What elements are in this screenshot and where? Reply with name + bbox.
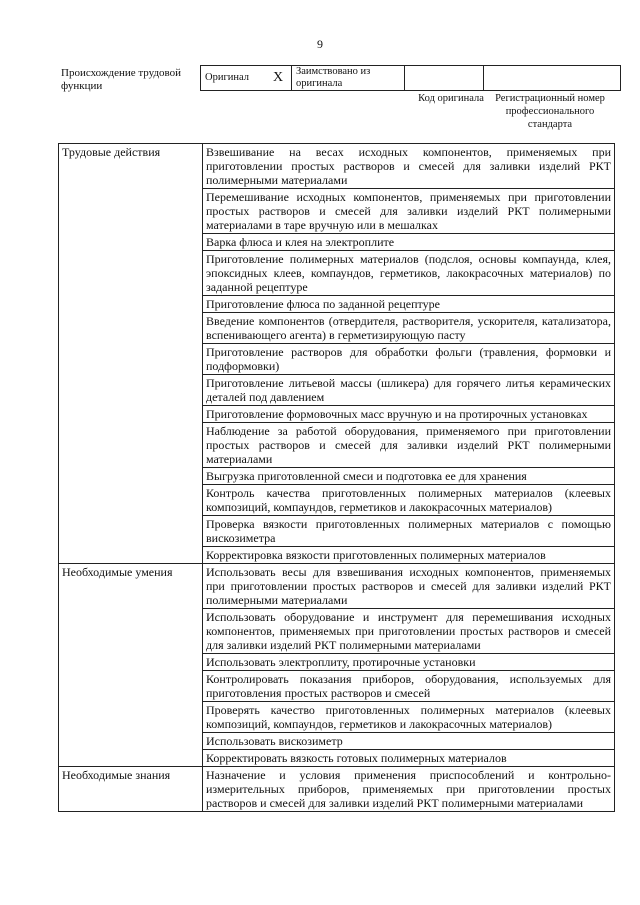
section-item: Корректировка вязкости приготовленных полимерных материалов — [203, 547, 615, 564]
section-label: Необходимые умения — [59, 564, 203, 767]
table-row — [59, 767, 615, 812]
reg-number-cell — [484, 66, 621, 91]
code-cell — [405, 66, 484, 91]
section-item: Использовать электроплиту, протирочные установки — [203, 654, 615, 671]
section-item: Использовать весы для взвешивания исходных компонентов, применяемых при приготовлении простых растворов и смесей для заливки изделий РКТ полимерными материалами — [203, 564, 615, 609]
section-label: Необходимые знания — [59, 767, 203, 812]
section-item: Наблюдение за работой оборудования, применяемого при приготовлении простых растворов и смесей для заливки изделий РКТ полимерными материалами — [203, 423, 615, 468]
section-label: Трудовые действия — [59, 144, 203, 564]
reg-number-caption: Регистрационный номер профессионального стандарта — [495, 93, 605, 130]
section-item: Приготовление формовочных масс вручную и на протирочных установках — [203, 406, 615, 423]
origin-table — [200, 65, 621, 91]
original-cell: Оригинал — [201, 66, 266, 91]
section-item: Приготовление растворов для обработки фольги (травления, формовки и подформовки) — [203, 344, 615, 375]
section-item: Приготовление полимерных материалов (подслоя, основы компаунда, клея, эпоксидных клеев, компаундов, герметиков, лакокрасочных материалов) по заданной рецептуре — [203, 251, 615, 296]
section-item: Использовать вискозиметр — [203, 733, 615, 750]
competency-table — [58, 143, 615, 812]
section-item: Использовать оборудование и инструмент для перемешивания исходных компонентов, применяемых при приготовлении простых растворов и смесей для заливки изделий РКТ полимерными материалами — [203, 609, 615, 654]
page-number: 9 — [317, 37, 323, 51]
section-item: Взвешивание на весах исходных компонентов, применяемых при приготовлении простых растворов и смесей для заливки изделий РКТ полимерными материалами — [203, 144, 615, 189]
section-item: Перемешивание исходных компонентов, применяемых при приготовлении простых растворов и смесей для заливки изделий РКТ полимерными материалами в таре вручную или в мешалках — [203, 189, 615, 234]
code-caption: Код оригинала — [418, 93, 484, 104]
section-item: Проверка вязкости приготовленных полимерных материалов с помощью вискозиметра — [203, 516, 615, 547]
section-item: Назначение и условия применения приспособлений и контрольно-измерительных приборов, применяемых при приготовлении простых растворов и смесей для заливки изделий РКТ полимерными материалами — [203, 767, 615, 812]
section-item: Выгрузка приготовленной смеси и подготовка ее для хранения — [203, 468, 615, 485]
table-row — [59, 144, 615, 189]
section-item: Введение компонентов (отвердителя, растворителя, ускорителя, катализатора, вспенивающего агента) в герметизирующую пасту — [203, 313, 615, 344]
origin-label: Происхождение трудовой функции — [61, 67, 182, 92]
section-item: Корректировать вязкость готовых полимерных материалов — [203, 750, 615, 767]
section-item: Приготовление литьевой массы (шликера) для горячего литья керамических деталей под давлением — [203, 375, 615, 406]
section-item: Варка флюса и клея на электроплите — [203, 234, 615, 251]
section-item: Контроль качества приготовленных полимерных материалов (клеевых композиций, компаундов, герметиков и лакокрасочных материалов) — [203, 485, 615, 516]
borrowed-cell: Заимствовано из оригинала — [292, 66, 405, 91]
section-item: Проверять качество приготовленных полимерных материалов (клеевых композиций, компаундов, герметиков и лакокрасочных материалов) — [203, 702, 615, 733]
section-item: Контролировать показания приборов, оборудования, используемых для приготовления простых растворов и смесей — [203, 671, 615, 702]
original-mark: X — [265, 66, 292, 91]
table-row — [59, 564, 615, 609]
section-item: Приготовление флюса по заданной рецептуре — [203, 296, 615, 313]
